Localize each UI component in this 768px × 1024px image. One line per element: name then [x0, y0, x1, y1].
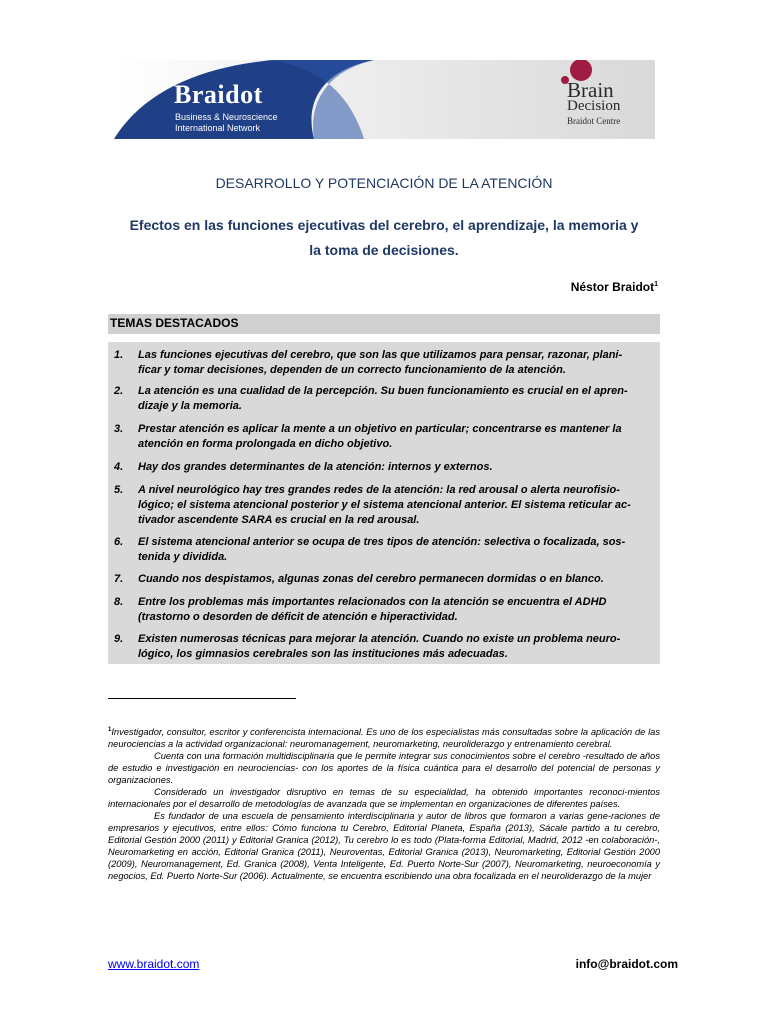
item-line: Existen numerosas técnicas para mejorar la atención. Cuando no existe un problema neuro-: [138, 633, 621, 645]
item-line: El sistema atencional anterior se ocupa de tres tipos de atención: selectiva o focalizada, sos-: [138, 536, 626, 548]
partner-name-2: Decision: [567, 98, 621, 114]
document-subtitle: [100, 213, 668, 263]
item-line: Cuando nos despistamos, algunas zonas del cerebro permanecen dormidas o en blanco.: [138, 573, 604, 585]
item-line: ficar y tomar decisiones, dependen de un correcto funcionamiento de la atención.: [138, 364, 566, 376]
author-name: [571, 280, 658, 294]
item-text: [138, 632, 656, 662]
item-line: lógico, los gimnasios cerebrales son las instituciones más adecuadas.: [138, 648, 508, 660]
item-line: La atención es una cualidad de la percepción. Su buen funcionamiento es crucial en el apren-: [138, 385, 628, 397]
item-text: [138, 572, 656, 587]
footnote-text: Investigador, consultor, escritor y conferencista internacional. Es uno de los especialistas más consultadas sobre la aplicación de las neurociencias a la actividad organizacional: neuromanagement, neuromarketing, neuroliderazgo y entrenamiento cerebral.: [108, 727, 660, 750]
item-line: tenida y dividida.: [138, 551, 228, 563]
partner-name: Brain: [567, 78, 614, 102]
item-number: 4.: [114, 461, 124, 473]
footnote-divider: [108, 698, 296, 699]
item-text: [138, 483, 656, 528]
item-line: Entre los problemas más importantes relacionados con la atención se encuentra el ADHD: [138, 596, 607, 608]
footnote-reference: 1: [654, 281, 658, 288]
item-line: Hay dos grandes determinantes de la atención: internos y externos.: [138, 461, 493, 473]
item-line: A nivel neurológico hay tres grandes redes de la atención: la red arousal o alerta neurofisio-: [138, 484, 620, 496]
item-number: 3.: [114, 423, 124, 435]
footnote-mark: 1: [108, 727, 112, 733]
footnote: [108, 724, 660, 882]
item-line: (trastorno o desorden de déficit de atención e hiperactividad.: [138, 611, 458, 623]
header-banner: [114, 60, 655, 139]
item-line: tivador ascendente SARA es crucial en la red arousal.: [138, 514, 420, 526]
brand-logo-text: Braidot: [174, 80, 263, 109]
highlights-heading: TEMAS DESTACADOS: [108, 314, 660, 334]
highlights-list: [108, 342, 660, 664]
item-number: 6.: [114, 536, 124, 548]
document-title: DESARROLLO Y POTENCIACIÓN DE LA ATENCIÓN: [215, 175, 553, 191]
footnote-paragraph: [108, 724, 660, 750]
item-number: 7.: [114, 573, 124, 585]
footnote-paragraph: Es fundador de una escuela de pensamiento interdisciplinaria y autor de libros que formaron a varias gene-raciones de empresarios y ejecutivos, entre ellos: Cómo funciona tu Cerebro, Editorial Planeta, España (2013), Sácale partido a tu cerebro, Editorial Gestión 2000 (2011) y Editorial Granica (2012), Tu cerebro lo es todo (Plata-forma Editorial, Madrid, 2012 -en colaboración-, Neuromarketing en acción, Editorial Granica (2011), Neuroventas, Editorial Granica (2013), Neuromarketing, Editorial Gestión 2000 (2009), Neuromanagement, Ed. Granica (2008), Venta Inteligente, Ed. Puerto Norte-Sur (2007), Neuromarketing, neuroeconomía y negocios, Ed. Puerto Norte-Sur (2006). Actualmente, se encuentra escribiendo una obra focalizada en el neuroliderazgo de la mujer: [108, 811, 660, 882]
subtitle-line: Efectos en las funciones ejecutivas del cerebro, el aprendizaje, la memoria y: [129, 217, 639, 233]
website-link[interactable]: www.braidot.com: [108, 957, 200, 971]
item-text: [138, 384, 656, 414]
item-text: [138, 595, 656, 625]
item-line: lógico; el sistema atencional posterior y el sistema atencional anterior. El sistema reticular ac-: [138, 499, 631, 511]
brand-tagline: Business & Neuroscience: [175, 112, 278, 122]
item-line: atención en forma prolongada en dicho objetivo.: [138, 438, 393, 450]
partner-subtitle: Braidot Centre: [567, 116, 621, 126]
item-number: 9.: [114, 633, 124, 645]
brain-decision-logo: [535, 60, 645, 139]
author-text: Néstor Braidot: [570, 280, 655, 294]
item-text: [138, 348, 656, 378]
item-number: 2.: [114, 385, 124, 397]
item-text: [138, 535, 656, 565]
item-number: 5.: [114, 484, 124, 496]
item-line: Prestar atención es aplicar la mente a un objetivo en particular; concentrarse es mantener la: [138, 423, 622, 435]
item-text: [138, 422, 656, 452]
footnote-paragraph: Considerado un investigador disruptivo en temas de su especialidad, ha obtenido importantes reconoci-mientos internacionales por el desarrollo de metodologías de avanzada que se implementan en organizaciones de diferentes países.: [108, 787, 660, 810]
item-line: Las funciones ejecutivas del cerebro, que son las que utilizamos para pensar, razonar, plani-: [138, 349, 623, 361]
contact-email: info@braidot.com: [575, 957, 678, 971]
brand-tagline-2: International Network: [175, 123, 261, 133]
footnote-paragraph: Cuenta con una formación multidisciplinaria que le permite integrar sus conocimientos sobre el cerebro -resultado de años de estudio e investigación en neurociencias- con los aportes de la física cuántica para el desarrollo del potencial de personas y organizaciones.: [108, 751, 660, 786]
item-number: 8.: [114, 596, 124, 608]
item-text: [138, 460, 656, 475]
subtitle-line: la toma de decisiones.: [309, 242, 459, 258]
item-number: 1.: [114, 349, 124, 361]
item-line: dizaje y la memoria.: [138, 400, 242, 412]
